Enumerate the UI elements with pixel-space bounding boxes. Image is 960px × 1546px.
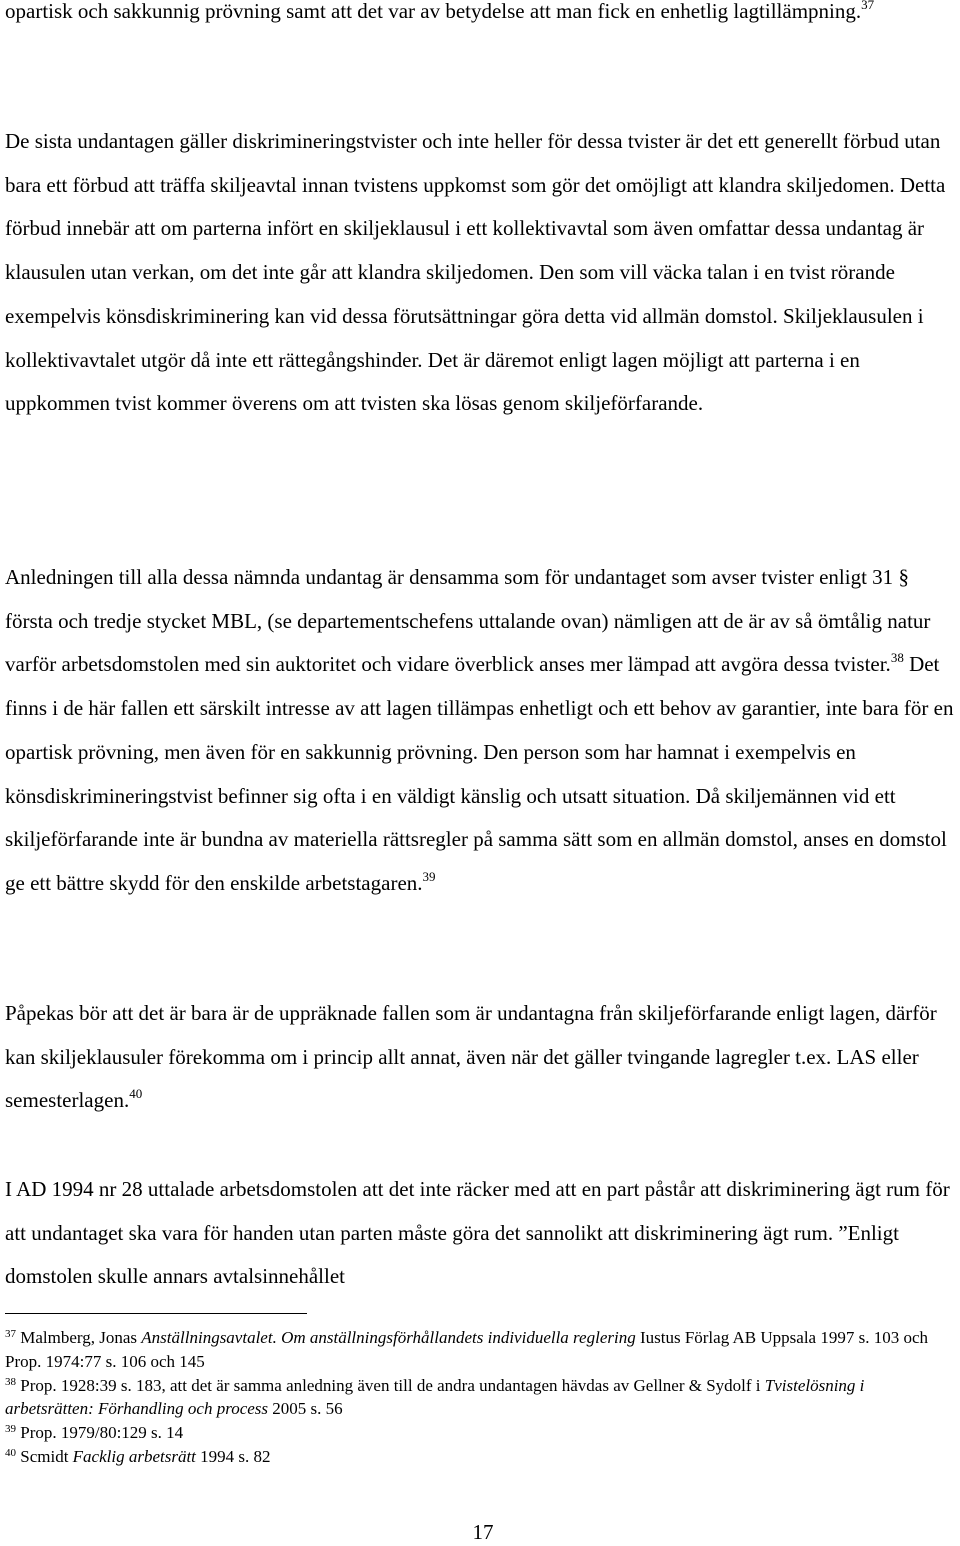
footnote-number: 38 (5, 1375, 16, 1388)
footnote-40 (5, 1445, 955, 1469)
footnote-number: 39 (5, 1423, 16, 1436)
paragraph-text: Anledningen till alla dessa nämnda undantag är densamma som för undantaget som avser tvister enligt 31 (5, 565, 894, 589)
paragraph-text: De sista undantagen gäller diskrimineringstvister och inte heller för dessa tvister är det ett generellt förbud utan bara ett förbud att träffa skiljeavtal innan tvistens uppkomst som gör det omöjligt att klandra skiljedomen. Detta förbud innebär att om parterna infört en skiljeklausul i ett kollektivavtal som även omfattar dessa undantag är klausulen utan verkan, om det inte går att klandra skiljedomen. Den som vill väcka talan i en tvist rörande exempelvis könsdiskriminering kan vid dessa förutsättningar göra detta vid allmän domstol. Skiljeklausulen i kollektivavtalet utgör då inte ett rättegångshinder. Det är däremot enligt lagen möjligt att parterna i en uppkommen tvist kommer överens om att tvisten ska lösas genom skiljeförfarande. (5, 129, 946, 416)
footnote-title: Tvistelösning i arbetsrätten: Förhandling och process (5, 1375, 865, 1419)
paragraph-text: I AD 1994 nr 28 uttalade arbetsdomstolen att det inte räcker med att en part påstår att diskriminering ägt rum för att undantaget ska vara för handen utan parten måste göra det sannolikt att diskriminering ägt rum. ”Enligt domstolen skulle annars avtalsinnehållet (5, 1177, 950, 1289)
paragraph-reason-for-exceptions (5, 556, 955, 906)
footnote-text: 2005 s. 56 (268, 1399, 343, 1419)
paragraph-arbitration-clauses (5, 992, 955, 1123)
footnote-number: 40 (5, 1446, 16, 1459)
footnote-ref-37: 37 (861, 0, 875, 12)
footnote-38 (5, 1374, 955, 1422)
footnote-title: Anställningsavtalet. Om anställningsförhållandets individuella reglering (141, 1328, 636, 1347)
paragraph-continuation (5, 0, 955, 34)
paragraph-text: opartisk och sakkunnig prövning samt att det var av betydelse att man fick en enhetlig lagtillämpning. (5, 0, 862, 23)
page-number: 17 (472, 1520, 494, 1544)
paragraph-ad-1994 (5, 1168, 955, 1299)
footnote-text: 1994 s. 82 (195, 1446, 271, 1466)
footnote-text: Iustus Förlag AB Uppsala 1997 s. 103 och Prop. 1974:77 s. 106 och 145 (5, 1328, 928, 1371)
footnote-ref-40: 40 (129, 1086, 143, 1102)
paragraph-text: första och tredje stycket MBL, (se departementschefens uttalande ovan) nämligen att de är av så ömtålig natur varför arbetsdomstolen med sin auktoritet och vidare överblick anses mer lämpad att avgöra dessa tvister. (5, 608, 931, 677)
footnote-text: Malmberg, Jonas (20, 1328, 142, 1347)
section-sign: § (898, 565, 909, 589)
footnote-ref-38: 38 (890, 650, 904, 666)
footnote-number: 37 (5, 1328, 16, 1340)
footnote-text: Prop. 1979/80:129 s. 14 (20, 1423, 184, 1443)
paragraph-text: Det finns i de här fallen ett särskilt intresse av att lagen tillämpas enhetligt och ett behov av garantier, inte bara för en opartisk prövning, men även för en sakkunnig prövning. Den person som har hamnat i exempelvis en könsdiskrimineringstvist befinner sig ofta i en väldigt känslig och utsatt situation. Då skiljemännen vid ett skiljeförfarande inte är bundna av materiella rättsregler på samma sätt som en allmän domstol, anses en domstol ge ett bättre skydd för den enskilde arbetstagaren. (5, 652, 954, 895)
paragraph-discrimination-disputes (5, 120, 955, 426)
footnote-title: Facklig arbetsrätt (72, 1446, 196, 1466)
footnote-ref-39: 39 (422, 868, 436, 884)
footnote-39 (5, 1421, 955, 1445)
footnotes (5, 1326, 955, 1469)
footnote-text: Prop. 1928:39 s. 183, att det är samma anledning även till de andra undantagen hävdas av Gellner & Sydolf i (20, 1375, 765, 1395)
paragraph-text: Påpekas bör att det är bara är de uppräknade fallen som är undantagna från skiljeförfarande enligt lagen, därför kan skiljeklausuler förekomma om i princip allt annat, även när det gäller tvingande lagregler t.ex. LAS eller semesterlagen. (5, 1001, 937, 1113)
footnote-text: Scmidt (20, 1446, 73, 1466)
footnote-37 (5, 1326, 955, 1374)
footnote-separator (5, 1313, 307, 1314)
